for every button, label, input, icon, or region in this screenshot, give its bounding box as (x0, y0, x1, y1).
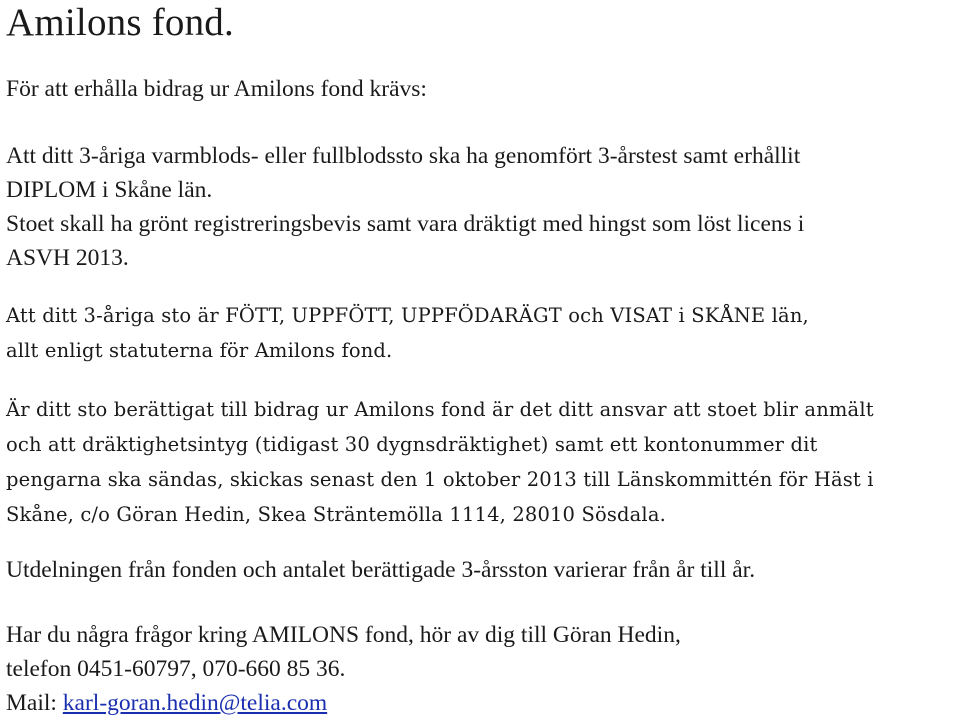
distribution-note-line: Utdelningen från fonden och antalet berättigade 3-årsston varierar från år till år. (6, 557, 756, 583)
contact-phone-line: telefon 0451-60797, 070-660 85 36. (6, 656, 346, 682)
page-title: Amilons fond. (6, 1, 234, 44)
distribution-note-paragraph (6, 553, 755, 587)
contact-mail-line (6, 686, 681, 720)
application-paragraph (6, 392, 874, 532)
mail-label: Mail: (6, 690, 63, 716)
origin-line: allt enligt statuterna för Amilons fond. (6, 339, 393, 362)
contact-paragraph (6, 618, 681, 720)
intro-paragraph (6, 72, 427, 106)
requirements-line: Stoet skall ha grönt registreringsbevis samt vara dräktigt med hingst som löst licens i (6, 211, 805, 237)
requirements-line: DIPLOM i Skåne län. (6, 177, 213, 203)
application-line: pengarna ska sändas, skickas senast den 1 oktober 2013 till Länskommittén för Häst i (6, 468, 874, 491)
requirements-line: Att ditt 3-åriga varmblods- eller fullblodssto ska ha genomfört 3-årstest samt erhållit (6, 143, 801, 169)
origin-requirement-paragraph (6, 298, 809, 368)
requirements-paragraph (6, 139, 804, 275)
requirements-line: ASVH 2013. (6, 245, 129, 271)
email-link[interactable]: karl-goran.hedin@telia.com (62, 690, 328, 716)
contact-line: Har du några frågor kring AMILONS fond, hör av dig till Göran Hedin, (6, 622, 681, 648)
document (6, 0, 956, 716)
intro-line: För att erhålla bidrag ur Amilons fond krävs: (6, 76, 427, 102)
application-line: Är ditt sto berättigat till bidrag ur Amilons fond är det ditt ansvar att stoet blir anmält (6, 398, 874, 421)
application-line: Skåne, c/o Göran Hedin, Skea Sträntemölla 1114, 28010 Sösdala. (6, 503, 666, 526)
origin-line: Att ditt 3-åriga sto är FÖTT, UPPFÖTT, UPPFÖDARÄGT och VISAT i SKÅNE län, (6, 304, 809, 327)
application-line: och att dräktighetsintyg (tidigast 30 dygnsdräktighet) samt ett kontonummer dit (6, 433, 818, 456)
